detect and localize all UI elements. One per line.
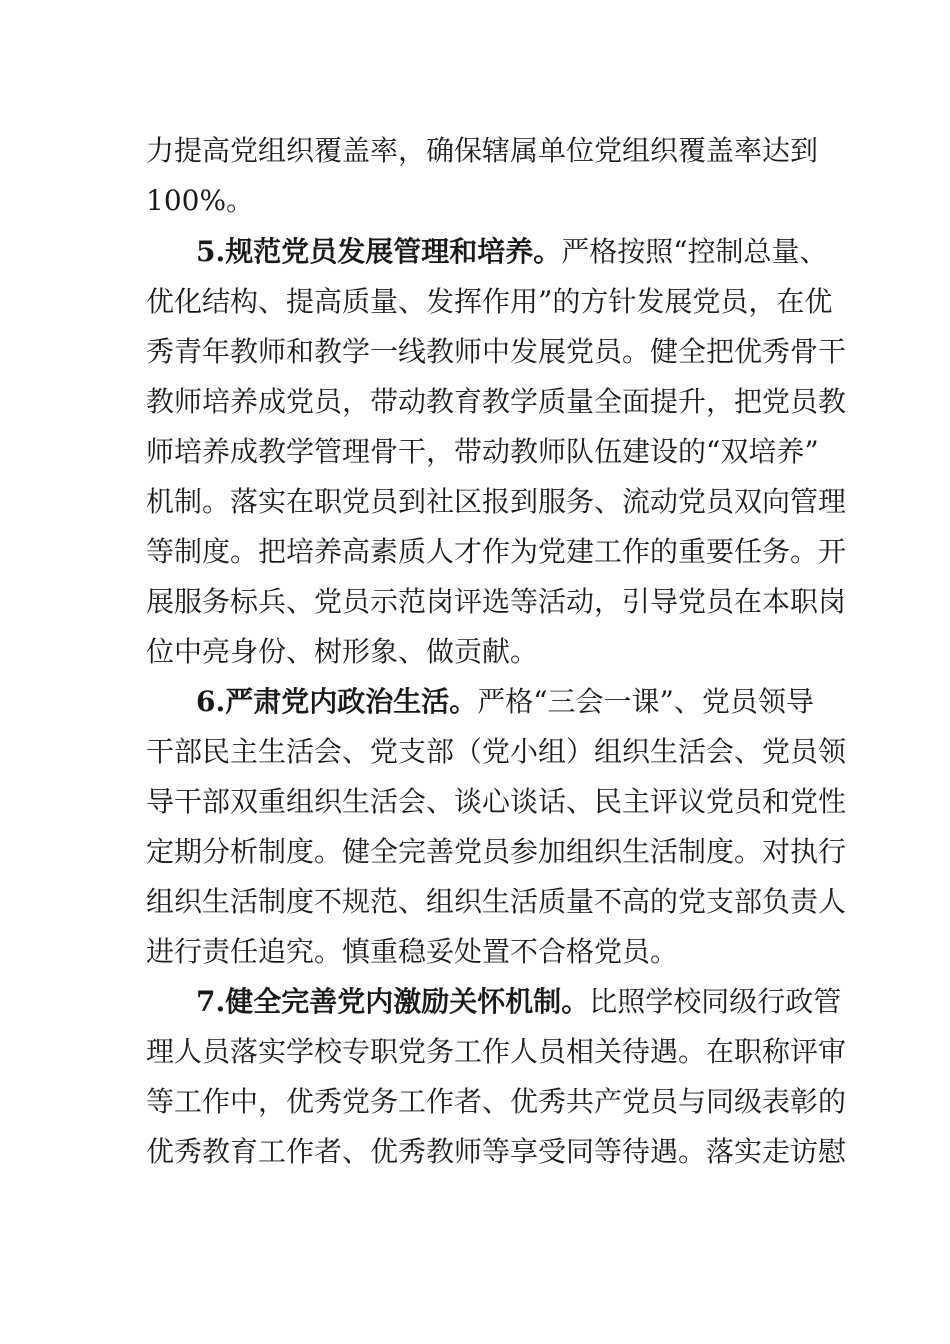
text-line: 机制。落实在职党员到社区报到服务、流动党员双向管理 [146,485,847,518]
text-line: 理人员落实学校专职党务工作人员相关待遇。在职称评审 [146,1035,847,1068]
text-line: 100%。 [146,184,255,217]
text-line: 展服务标兵、党员示范岗评选等活动，引导党员在本职岗 [146,585,847,618]
section-heading-7: 7.健全完善党内激励关怀机制。 [196,985,590,1018]
section-heading-5: 5.规范党员发展管理和培养。 [196,235,562,268]
text-run: 比照学校同级行政管 [589,985,842,1018]
text-line: 进行责任追究。慎重稳妥处置不合格党员。 [146,935,679,968]
text-line: 优秀教育工作者、优秀教师等享受同等待遇。落实走访慰 [146,1135,847,1168]
text-line: 优化结构、提高质量、发挥作用”的方针发展党员，在优 [146,285,833,318]
text-line: 组织生活制度不规范、组织生活质量不高的党支部负责人 [146,885,847,918]
text-line: 力提高党组织覆盖率，确保辖属单位党组织覆盖率达到 [146,134,819,167]
text-line: 定期分析制度。健全完善党员参加组织生活制度。对执行 [146,835,847,868]
text-line: 位中亮身份、树形象、做贡献。 [146,635,539,668]
text-run: 严格按照“控制总量、 [561,235,828,268]
text-run: 严格“三会一课”、党员领导 [477,685,814,718]
paragraph-6-first-line [196,682,814,722]
text-line: 等制度。把培养高素质人才作为党建工作的重要任务。开 [146,535,847,568]
paragraph-5-first-line [196,232,828,272]
text-line: 导干部双重组织生活会、谈心谈话、民主评议党员和党性 [146,785,847,818]
paragraph-7-first-line [196,982,842,1022]
text-line: 等工作中，优秀党务工作者、优秀共产党员与同级表彰的 [146,1085,847,1118]
text-line: 教师培养成党员，带动教育教学质量全面提升，把党员教 [146,385,847,418]
text-line: 秀青年教师和教学一线教师中发展党员。健全把优秀骨干 [146,335,847,368]
text-line: 师培养成教学管理骨干，带动教师队伍建设的“双培养” [146,435,819,468]
text-line: 干部民主生活会、党支部（党小组）组织生活会、党员领 [146,735,847,768]
section-heading-6: 6.严肃党内政治生活。 [196,685,478,718]
